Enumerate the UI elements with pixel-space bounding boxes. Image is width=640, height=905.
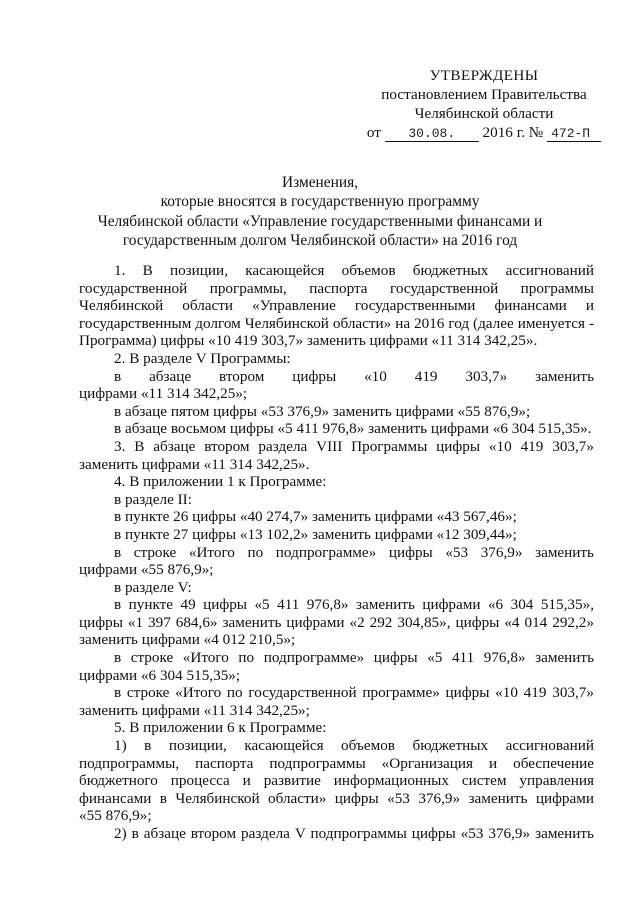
body-line: 2. В разделе V Программы: (114, 349, 291, 367)
body-line: государственным долгом Челябинской области» на 2016 год (далее именуется - (79, 314, 594, 332)
approval-stamp (366, 66, 602, 142)
body-line: Программа) цифры «10 419 303,7» заменить цифрами «11 314 342,25». (79, 332, 538, 350)
body-line: финансами в Челябинской области» цифры «53 376,9» заменить цифрами (79, 789, 594, 807)
title-line-1: Изменения, (281, 174, 358, 191)
body-line: 5. В приложении 6 к Программе: (114, 719, 327, 737)
body-line: 2) в абзаце втором раздела V подпрограммы цифры «53 376,9» заменить (114, 825, 594, 842)
body-line: заменить цифрами «11 314 342,25». (79, 455, 310, 473)
title-line-4: государственным долгом Челябинской области» на 2016 год (122, 232, 518, 250)
body-line: в строке «Итого по государственной программе» цифры «10 419 303,7» (114, 684, 594, 702)
body-line: заменить цифрами «4 012 210,5»; (79, 631, 296, 649)
approval-line-2: Челябинской области (414, 105, 554, 122)
body-line: цифрами «55 876,9»; (79, 561, 214, 579)
body-line: в разделе II: (114, 490, 192, 508)
body-line: «55 876,9»; (79, 807, 152, 825)
body-line: цифрами «6 304 515,35»; (79, 666, 241, 684)
body-line: в пункте 26 цифры «40 274,7» заменить цифрами «43 567,46»; (114, 508, 517, 526)
body-line: цифрами «11 314 342,25»; (79, 385, 248, 403)
document-body (79, 262, 594, 843)
body-line: в пункте 49 цифры «5 411 976,8» заменить цифрами «6 304 515,35», (114, 596, 594, 614)
body-line: 1) в позиции, касающейся объемов бюджетных ассигнований (114, 737, 594, 755)
title-line-2: которые вносятся в государственную программу (160, 193, 480, 211)
title-line-3: Челябинской области «Управление государственными финансами и (97, 212, 543, 230)
body-line: бюджетного процесса и развитие информационных систем управления (79, 772, 594, 790)
body-line: государственной программы, паспорта государственной программы (79, 279, 594, 297)
date-year: 2016 г. № (482, 124, 544, 141)
body-line: 3. В абзаце втором раздела VIII Программы цифры «10 419 303,7» (114, 437, 594, 455)
body-line: в абзаце втором цифры «10 419 303,7» заменить (114, 367, 594, 385)
body-line: в разделе V: (114, 578, 192, 596)
body-line: Челябинской области «Управление государственными финансами и (79, 297, 594, 315)
body-line: в абзаце восьмом цифры «5 411 976,8» заменить цифрами «6 304 515,35». (114, 420, 592, 438)
body-line: заменить цифрами «11 314 342,25»; (79, 701, 310, 719)
approval-line-1: постановлением Правительства (381, 86, 587, 103)
document-title (70, 173, 570, 251)
date-prefix: от (366, 124, 381, 141)
body-line: 1. В позиции, касающейся объемов бюджетных ассигнований (114, 262, 594, 279)
approval-heading: УТВЕРЖДЕНЫ (429, 67, 539, 84)
handwritten-date: 30.08. (385, 126, 479, 142)
body-line: в абзаце пятом цифры «53 376,9» заменить цифрами «55 876,9»; (114, 402, 531, 420)
handwritten-number: 472-П (547, 126, 601, 142)
body-line: в пункте 27 цифры «13 102,2» заменить цифрами «12 309,44»; (114, 525, 517, 543)
body-line: в строке «Итого по подпрограмме» цифры «5 411 976,8» заменить (114, 649, 594, 667)
approval-date-line (366, 123, 602, 142)
body-line: 4. В приложении 1 к Программе: (114, 473, 327, 491)
body-line: цифры «1 397 684,6» заменить цифрами «2 292 304,85», цифры «4 014 292,2» (79, 613, 594, 631)
body-line: подпрограммы, паспорта подпрограммы «Организация и обеспечение (79, 754, 594, 772)
body-line: в строке «Итого по подпрограмме» цифры «53 376,9» заменить (114, 543, 594, 561)
